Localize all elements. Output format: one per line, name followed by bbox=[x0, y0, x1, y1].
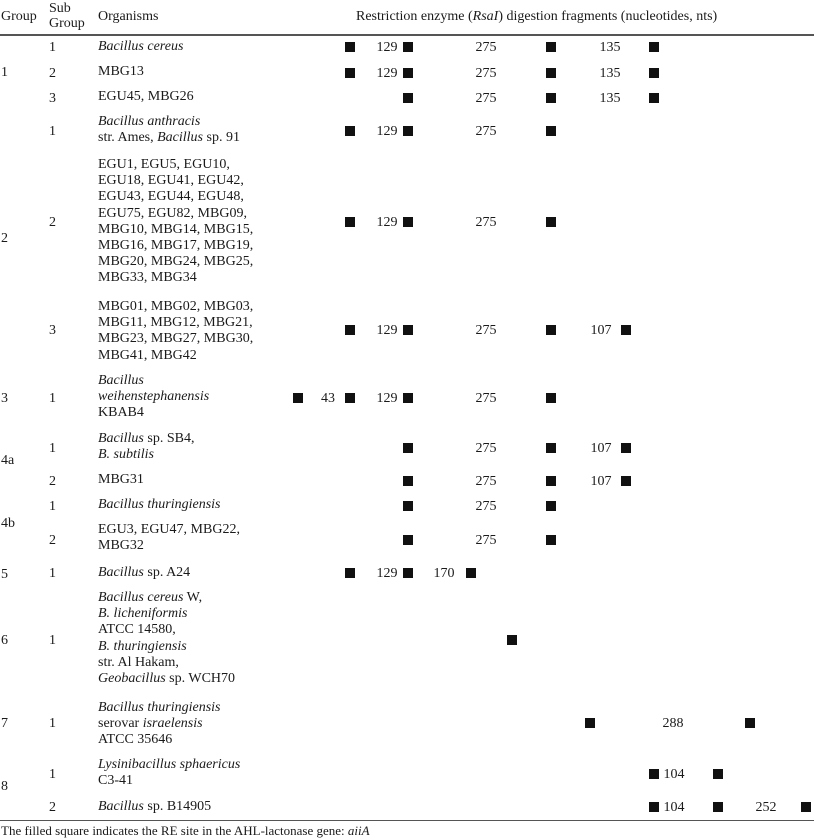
re-site-square bbox=[546, 476, 556, 486]
header-rule bbox=[0, 34, 814, 36]
re-site-square bbox=[649, 802, 659, 812]
re-site-square bbox=[403, 501, 413, 511]
re-site-square bbox=[345, 42, 355, 52]
organism-cell: MBG01, MBG02, MBG03, MBG11, MBG12, MBG21, MBG23, MBG27, MBG30, MBG41, MBG42 bbox=[98, 299, 254, 363]
subgroup-label: 2 bbox=[49, 215, 56, 230]
organism-cell: Bacillus anthracis str. Ames, Bacillus sp. 91 bbox=[98, 114, 240, 146]
organism-cell: MBG13 bbox=[98, 64, 144, 79]
re-site-square bbox=[713, 769, 723, 779]
subgroup-label: 2 bbox=[49, 800, 56, 815]
organism-cell: MBG31 bbox=[98, 472, 144, 487]
subgroup-label: 1 bbox=[49, 40, 56, 55]
header-organisms: Organisms bbox=[98, 9, 159, 24]
organism-cell: EGU1, EGU5, EGU10, EGU18, EGU41, EGU42, EGU43, EGU44, EGU48, EGU75, EGU82, MBG09, MBG10, MBG14, MBG15, MBG16, MBG17, MBG19, MBG20, MBG24, MBG25, MBG33, MBG34 bbox=[98, 157, 254, 286]
re-site-square bbox=[546, 217, 556, 227]
subgroup-label: 1 bbox=[49, 716, 56, 731]
subgroup-label: 1 bbox=[49, 441, 56, 456]
re-site-square bbox=[649, 769, 659, 779]
re-site-square bbox=[403, 217, 413, 227]
re-site-square bbox=[403, 325, 413, 335]
re-site-square bbox=[585, 718, 595, 728]
organism-cell: Bacillus weihenstephanensis KBAB4 bbox=[98, 373, 210, 421]
organism-cell: EGU45, MBG26 bbox=[98, 89, 194, 104]
subgroup-label: 2 bbox=[49, 474, 56, 489]
re-site-square bbox=[745, 718, 755, 728]
re-site-square bbox=[345, 68, 355, 78]
organism-cell: Bacillus cereus W, B. licheniformis ATCC 14580, B. thuringiensis str. Al Hakam, Geobacillus sp. WCH70 bbox=[98, 590, 236, 687]
re-site-square bbox=[345, 393, 355, 403]
group-label: 8 bbox=[1, 779, 8, 794]
organism-cell: Bacillus sp. B14905 bbox=[98, 799, 212, 814]
organism-cell: Bacillus thuringiensis bbox=[98, 497, 221, 512]
re-site-square bbox=[345, 568, 355, 578]
re-site-square bbox=[403, 443, 413, 453]
bottom-rule bbox=[0, 820, 814, 821]
re-site-square bbox=[546, 535, 556, 545]
re-site-square bbox=[293, 393, 303, 403]
re-site-square bbox=[403, 393, 413, 403]
re-site-square bbox=[345, 217, 355, 227]
organism-cell: Lysinibacillus sphaericus C3-41 bbox=[98, 757, 241, 789]
re-site-square bbox=[713, 802, 723, 812]
group-label: 4b bbox=[1, 516, 15, 531]
group-label: 7 bbox=[1, 716, 8, 731]
header-group: Group bbox=[1, 9, 37, 24]
re-site-square bbox=[546, 325, 556, 335]
re-site-square bbox=[546, 501, 556, 511]
re-site-square bbox=[403, 93, 413, 103]
re-site-square bbox=[649, 68, 659, 78]
re-site-square bbox=[466, 568, 476, 578]
re-site-square bbox=[621, 325, 631, 335]
re-site-square bbox=[546, 93, 556, 103]
re-site-square bbox=[801, 802, 811, 812]
group-label: 6 bbox=[1, 633, 8, 648]
group-label: 3 bbox=[1, 391, 8, 406]
subgroup-label: 1 bbox=[49, 767, 56, 782]
re-site-square bbox=[649, 42, 659, 52]
re-site-square bbox=[403, 126, 413, 136]
re-site-square bbox=[403, 535, 413, 545]
re-site-square bbox=[403, 68, 413, 78]
re-site-square bbox=[345, 325, 355, 335]
subgroup-label: 1 bbox=[49, 499, 56, 514]
group-label: 1 bbox=[1, 65, 8, 80]
organism-cell: EGU3, EGU47, MBG22, MBG32 bbox=[98, 522, 240, 554]
re-site-square bbox=[345, 126, 355, 136]
re-site-square bbox=[507, 635, 517, 645]
re-site-square bbox=[546, 42, 556, 52]
subgroup-label: 3 bbox=[49, 323, 56, 338]
subgroup-label: 3 bbox=[49, 91, 56, 106]
header-sub-group: Sub Group bbox=[49, 1, 85, 31]
subgroup-label: 2 bbox=[49, 533, 56, 548]
subgroup-label: 1 bbox=[49, 124, 56, 139]
re-site-square bbox=[546, 393, 556, 403]
table-figure: Group Sub Group Organisms Restriction enzyme (RsaI) digestion fragments (nucleotides, nts) 1 2 3 4a 4b 5 6 7 8 1 Bacillus cereus 129 275 135 2 MBG13 129 275 135 3 EGU45, MBG26 275 135 1 Bacillus anthracis str. Ames, Bacillus sp. 91 129 275 2 EGU1, EGU5, EGU10, EGU18, EGU41, EGU42, EGU43, EGU44, EGU48, EGU75, EGU82, MBG09, MBG10, MBG14, MBG15, MBG16, MBG17, MBG19, MBG20, MBG24, MBG25, MBG33, MBG34 129 275 3 MBG01, MBG02, MBG03, MBG11, MBG12, MBG21, MBG23, MBG27, MBG30, MBG41, MBG42 129 275 107 1 Bacillus weihenstephanensis KBAB4 43 129 275 1 Bacillus sp. SB4, B. subtilis 275 107 2 MBG31 275 107 1 Bacillus thuringiensis 275 2 EGU3, EGU47, MBG22, MBG32 275 1 Bacillus sp. A24 129 170 1 Bacillus cereus W, B. licheniformis ATCC 14580, B. thuringiensis str. Al Hakam, Geobacillus sp. WCH70 1 Bacillus thuringiensis serovar israelensis ATCC 35646 288 1 Lysinibacillus sphaericus C3-41 104 2 Bacillus sp. B14905 104 252 The filled square indicates the RE site in the AHL-lactonase gene: aiiA bbox=[0, 0, 814, 840]
subgroup-label: 1 bbox=[49, 633, 56, 648]
re-site-square bbox=[546, 68, 556, 78]
re-site-square bbox=[546, 443, 556, 453]
organism-cell: Bacillus cereus bbox=[98, 39, 184, 54]
re-site-square bbox=[621, 443, 631, 453]
re-site-square bbox=[621, 476, 631, 486]
footnote: The filled square indicates the RE site in the AHL-lactonase gene: aiiA bbox=[1, 823, 370, 838]
re-site-square bbox=[546, 126, 556, 136]
re-site-square bbox=[403, 476, 413, 486]
subgroup-label: 1 bbox=[49, 566, 56, 581]
organism-cell: Bacillus sp. SB4, B. subtilis bbox=[98, 431, 195, 463]
organism-cell: Bacillus thuringiensis serovar israelensis ATCC 35646 bbox=[98, 700, 221, 748]
re-site-square bbox=[649, 93, 659, 103]
header-fragments: Restriction enzyme (RsaI) digestion fragments (nucleotides, nts) bbox=[356, 9, 718, 24]
subgroup-label: 1 bbox=[49, 391, 56, 406]
group-label: 2 bbox=[1, 231, 8, 246]
re-site-square bbox=[403, 568, 413, 578]
subgroup-label: 2 bbox=[49, 66, 56, 81]
organism-cell: Bacillus sp. A24 bbox=[98, 565, 191, 580]
group-label: 5 bbox=[1, 567, 8, 582]
group-label: 4a bbox=[1, 453, 15, 468]
re-site-square bbox=[403, 42, 413, 52]
